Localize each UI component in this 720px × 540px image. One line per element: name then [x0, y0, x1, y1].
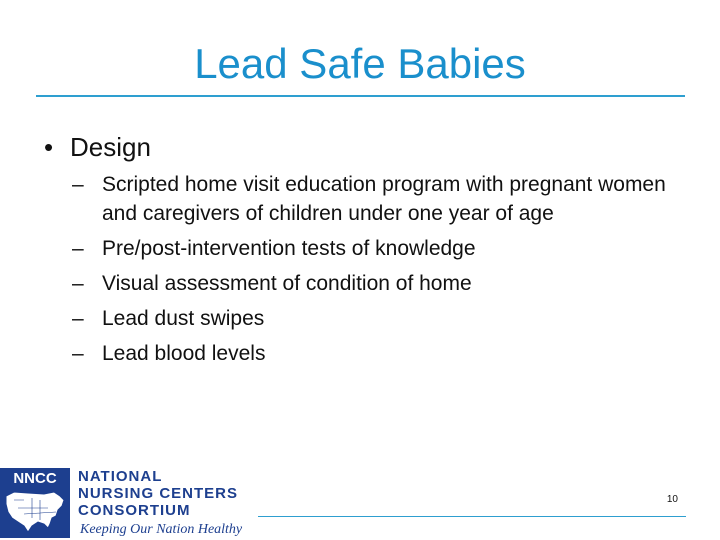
list-item [72, 304, 682, 333]
dash-marker: – [72, 173, 84, 196]
title-divider [36, 95, 685, 97]
list-item [72, 269, 682, 298]
sub-bullet-list [72, 170, 682, 374]
footer-divider [258, 516, 686, 517]
slide-title: Lead Safe Babies [194, 40, 526, 87]
dash-marker: – [72, 272, 84, 295]
dash-marker: – [72, 342, 84, 365]
page-number: 10 [666, 494, 678, 505]
dash-marker: – [72, 237, 84, 260]
list-item [72, 170, 682, 228]
bullet-design-text: Design [70, 132, 151, 162]
logo-line-consortium: CONSORTIUM [78, 502, 191, 519]
list-item-text: Lead dust swipes [102, 307, 265, 330]
nncc-logo [0, 468, 260, 540]
dash-marker: – [72, 307, 84, 330]
list-item-text: Scripted home visit education program with pregnant women and caregivers of children under one year of age [102, 173, 666, 225]
logo-line-nursing-centers: NURSING CENTERS [78, 485, 239, 502]
list-item [72, 339, 682, 368]
list-item-text: Pre/post-intervention tests of knowledge [102, 237, 476, 260]
logo-badge [0, 468, 70, 538]
bullet-design [44, 130, 151, 164]
logo-line-national: NATIONAL [78, 468, 163, 485]
bullet-dot: • [44, 132, 54, 162]
logo-tagline: Keeping Our Nation Healthy [80, 522, 243, 537]
list-item-text: Lead blood levels [102, 342, 266, 365]
list-item-text: Visual assessment of condition of home [102, 272, 472, 295]
us-map-icon [4, 488, 66, 534]
list-item [72, 234, 682, 263]
logo-abbreviation: NNCC [13, 470, 57, 487]
